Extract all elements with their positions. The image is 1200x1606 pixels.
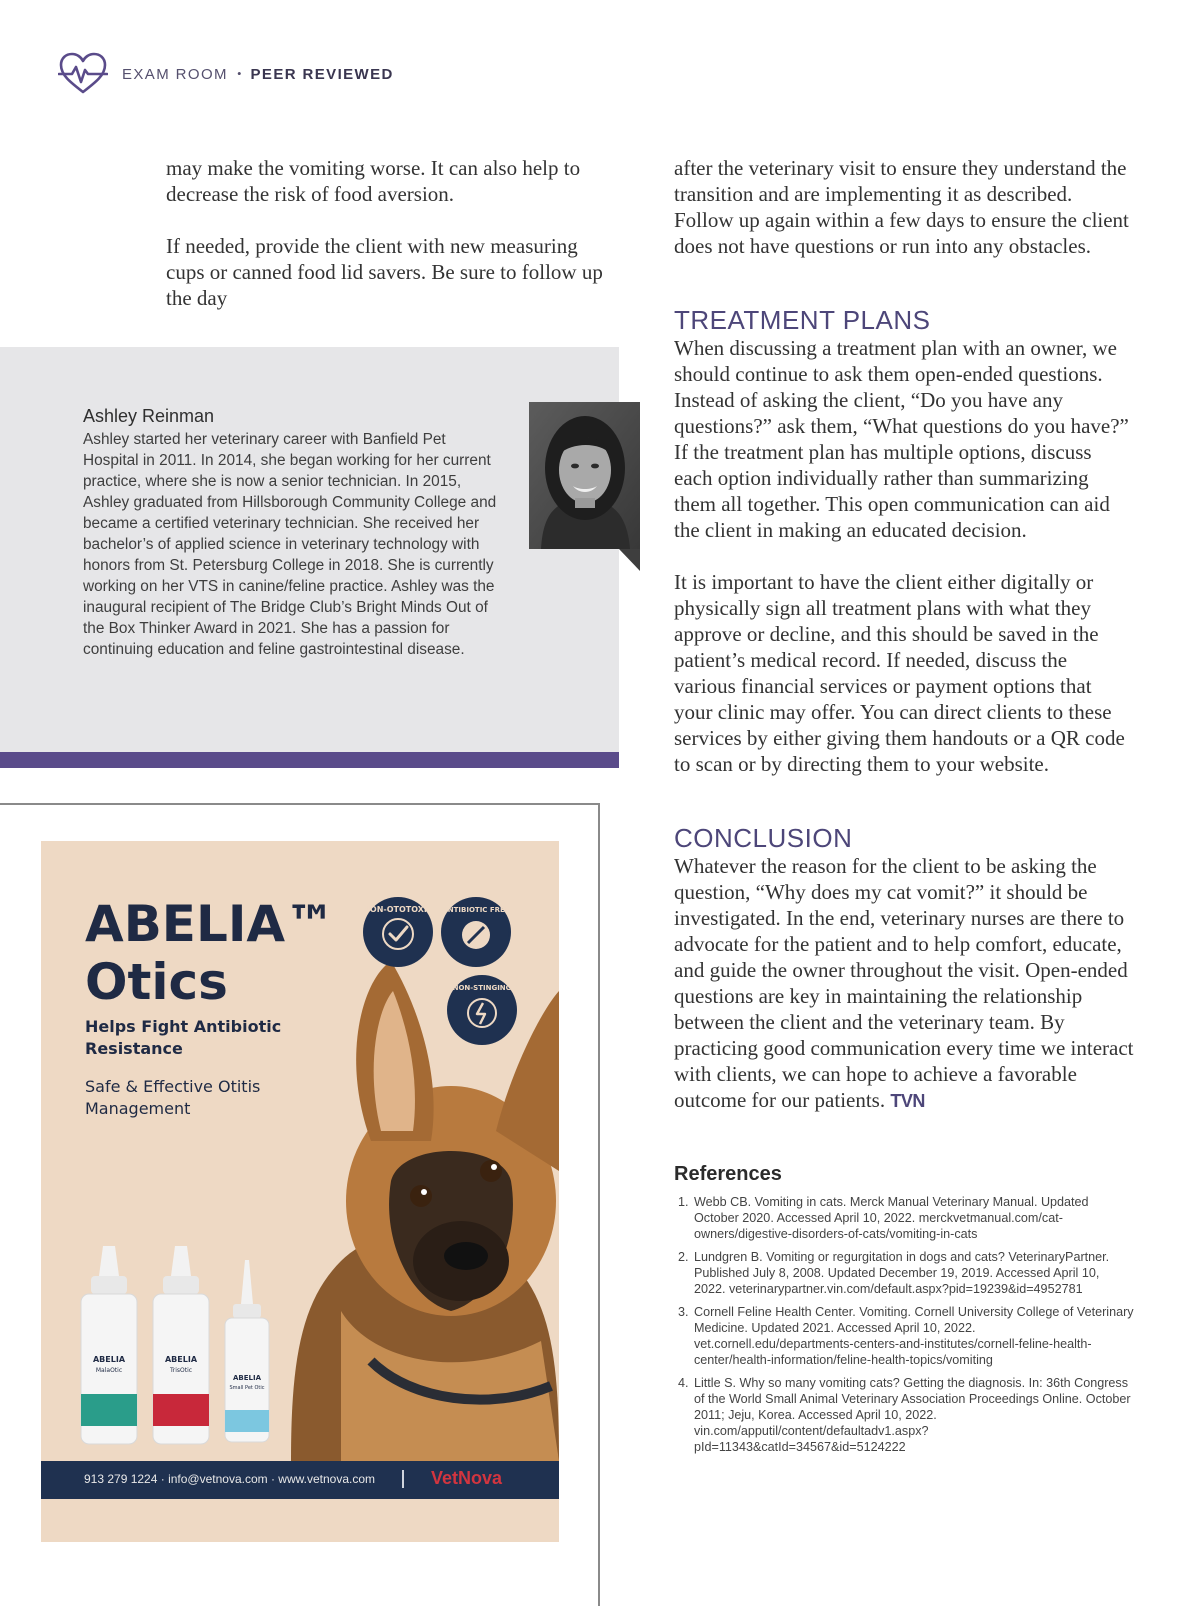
svg-text:TrisOtic: TrisOtic bbox=[169, 1367, 193, 1374]
paragraph: When discussing a treatment plan with an owner, we should continue to ask them open-ended questions. Instead of asking the client, “Do you have any questions?” ask them, “What questions do you have?” If the treatment plan has multiple options, discuss each option individually rather than summarizing them all together. This open communication can aid the client in making an educated decision. bbox=[674, 336, 1129, 542]
reference-item: 3. Cornell Feline Health Center. Vomiting. Cornell University College of Veterinary Medicine. Updated 2021. Accessed April 10, 2022. vet.cornell.edu/departments-centers-and-institutes/cornell-feline-health-center/health-information/feline-health-topics/vomiting bbox=[692, 1304, 1134, 1368]
paragraph: may make the vomiting worse. It can also help to decrease the risk of food aversion. bbox=[166, 156, 581, 206]
paragraph: after the veterinary visit to ensure they understand the transition and are implementing it as described. Follow up again within a few days to ensure the client does not have questions or run into any obstacles. bbox=[674, 156, 1129, 258]
heart-pulse-icon bbox=[58, 52, 108, 96]
paragraph: If needed, provide the client with new measuring cups or canned food lid savers. Be sure to follow up the day bbox=[166, 234, 603, 310]
left-column-text bbox=[166, 155, 616, 311]
advertisement[interactable] bbox=[41, 841, 559, 1542]
author-portrait-image bbox=[529, 402, 640, 549]
non-ototoxic-badge bbox=[363, 897, 433, 967]
antibiotic-free-badge bbox=[441, 897, 511, 967]
ad-title-line: ABELIA™ bbox=[85, 895, 336, 953]
ad-subline: Safe & Effective Otitis Management bbox=[85, 1077, 261, 1118]
non-stinging-badge bbox=[447, 975, 517, 1045]
svg-text:Small Pet Otic: Small Pet Otic bbox=[229, 1385, 265, 1391]
author-bio bbox=[83, 406, 503, 660]
ad-divider bbox=[402, 1470, 404, 1488]
page-header bbox=[58, 52, 394, 96]
references-section bbox=[674, 1163, 1134, 1462]
svg-text:ABELIA: ABELIA bbox=[164, 1355, 198, 1364]
badge-label: NON-OTOTOXIC bbox=[363, 905, 433, 914]
product-bottle bbox=[81, 1246, 137, 1444]
section-heading: CONCLUSION bbox=[674, 823, 853, 853]
svg-text:MalaOtic: MalaOtic bbox=[95, 1367, 123, 1374]
ad-tagline: Helps Fight Antibiotic Resistance bbox=[85, 1017, 282, 1058]
ad-title-line: Otics bbox=[85, 953, 228, 1011]
product-bottle bbox=[153, 1246, 209, 1444]
right-column-intro bbox=[674, 155, 1134, 259]
treatment-plans-section bbox=[674, 305, 1134, 777]
badge-label: NON-STINGING bbox=[452, 984, 512, 992]
author-name: Ashley Reinman bbox=[83, 406, 215, 426]
svg-text:ABELIA: ABELIA bbox=[92, 1355, 126, 1364]
badge-label: ANTIBIOTIC FREE bbox=[442, 906, 510, 914]
author-photo bbox=[529, 402, 640, 549]
reference-item: 4. Little S. Why so many vomiting cats? Getting the diagnosis. In: 36th Congress of the World Small Animal Veterinary Association Proceedings Online. October 2011; Jeju, Korea. Accessed April 10, 2022. vin.com/apputil/content/defaultadv1.aspx?pId=11343&catId=34567&id=5124222 bbox=[692, 1375, 1134, 1455]
reference-item: 1. Webb CB. Vomiting in cats. Merck Manual Veterinary Manual. Updated October 2020. Accessed April 10, 2022. merckvetmanual.com/cat-owners/digestive-disorders-of-cats/vomiting-in-cats bbox=[692, 1194, 1134, 1242]
svg-text:ABELIA: ABELIA bbox=[232, 1374, 262, 1382]
conclusion-section bbox=[674, 823, 1134, 1114]
paragraph bbox=[674, 853, 1134, 1114]
section-label: EXAM ROOM bbox=[122, 65, 228, 83]
ad-title bbox=[85, 895, 335, 1011]
ad-footer bbox=[41, 1461, 559, 1499]
references-list bbox=[674, 1194, 1134, 1455]
header-separator: • bbox=[236, 66, 242, 81]
ad-contact-info[interactable]: 913 279 1224 · info@vetnova.com · www.vetnova.com bbox=[84, 1472, 375, 1486]
bio-accent-bar bbox=[0, 752, 619, 768]
section-heading: TREATMENT PLANS bbox=[674, 305, 931, 335]
vetnova-logo: VetNova bbox=[431, 1468, 503, 1488]
product-bottle bbox=[225, 1260, 269, 1442]
author-bio-text: Ashley started her veterinary career with Banfield Pet Hospital in 2011. In 2014, she began working for her current practice, where she is now a senior technician. In 2015, Ashley graduated from Hillsborough Community College and became a certified veterinary technician. She received her bachelor’s of applied science in veterinary technology with honors from St. Petersburg College in 2018. She is currently working on her VTS in canine/feline practice. Ashley was the inaugural recipient of The Bridge Club’s Bright Minds Out of the Box Thinker Award in 2021. She has a passion for continuing education and feline gastrointestinal disease. bbox=[83, 431, 497, 658]
photo-corner-tab bbox=[619, 549, 640, 571]
product-bottles bbox=[79, 1246, 319, 1446]
conclusion-text: Whatever the reason for the client to be asking the question, “Why does my cat vomit?” it should be investigated. In the end, veterinary nurses are there to advocate for the patient and to help comfort, educate, and guide the owner throughout the visit. Open-ended questions are key in maintaining the relationship between the client and the veterinary team. By practicing good communication every time we interact with clients, we can hope to achieve a favorable outcome for our patients. bbox=[674, 854, 1134, 1112]
paragraph: It is important to have the client either digitally or physically sign all treatment plans with what they approve or decline, and this should be saved in the patient’s medical record. If needed, discuss the various financial services or payment options that your clinic may offer. You can direct clients to these services by either giving them handouts or a QR code to scan or by directing them to your website. bbox=[674, 570, 1125, 776]
end-mark: TVN bbox=[890, 1091, 925, 1111]
peer-reviewed-label: PEER REVIEWED bbox=[250, 65, 394, 83]
reference-item: 2. Lundgren B. Vomiting or regurgitation in dogs and cats? VeterinaryPartner. Published July 8, 2008. Updated December 19, 2019. Accessed April 10, 2022. veterinarypartner.vin.com/default.aspx?pid=19239&id=4952781 bbox=[692, 1249, 1134, 1297]
references-heading: References bbox=[674, 1163, 782, 1185]
